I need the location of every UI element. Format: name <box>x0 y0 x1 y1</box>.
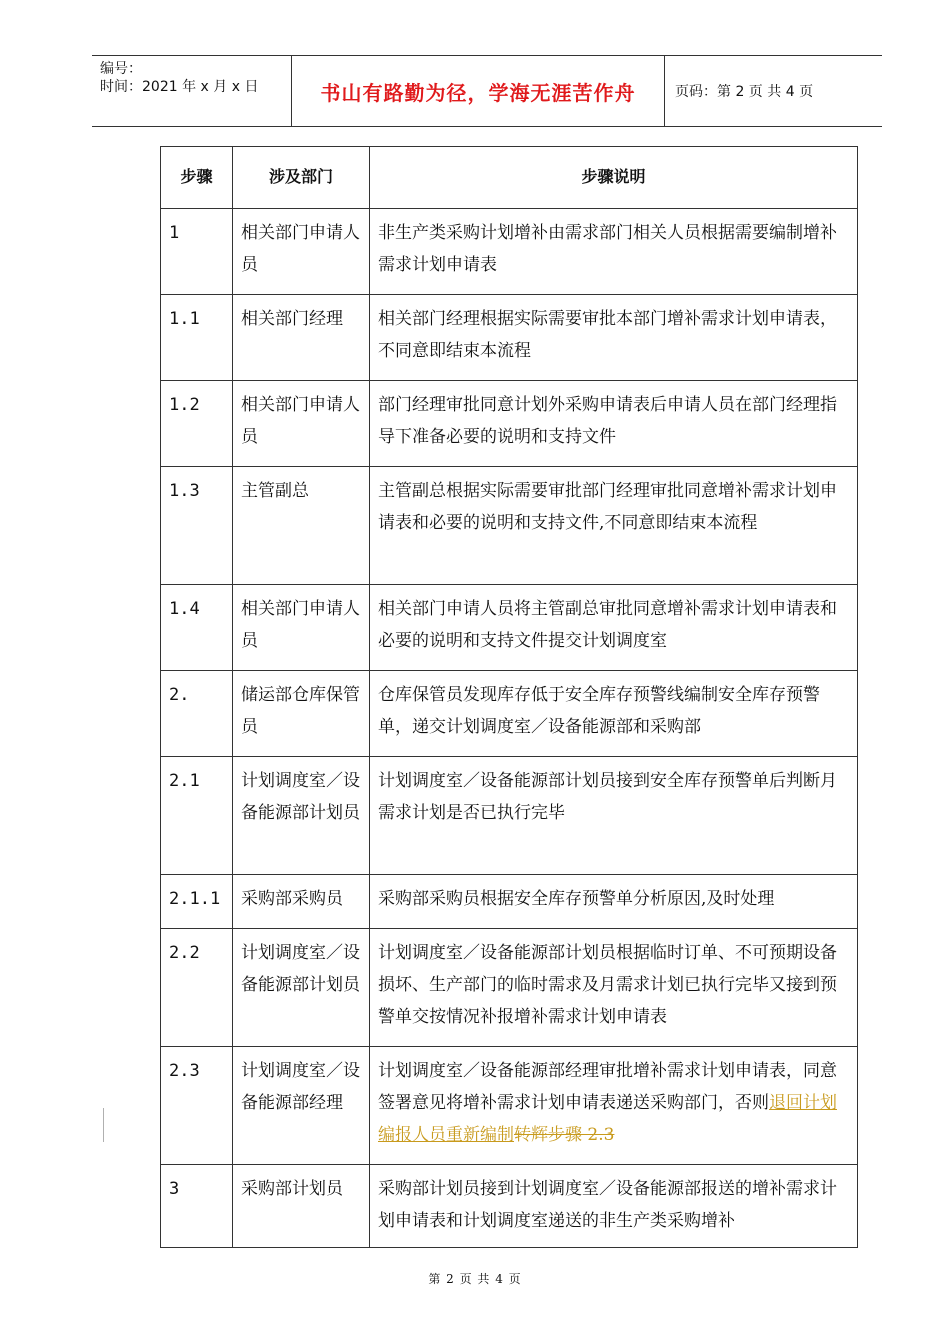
table-row <box>161 381 858 467</box>
table-row <box>161 585 858 671</box>
description-cell: 相关部门经理根据实际需要审批本部门增补需求计划申请表，不同意即结束本流程 <box>370 295 858 381</box>
column-header-step: 步骤 <box>161 147 233 209</box>
table-row <box>161 757 858 875</box>
column-header-department: 涉及部门 <box>233 147 370 209</box>
table-row <box>161 929 858 1047</box>
description-text: 计划调度室／设备能源部经理审批增补需求计划申请表，同意签署意见将增补需求计划申请表递送采购部门，否则 <box>378 1061 837 1113</box>
document-time-label: 时间：2021 年 x 月 x 日 <box>100 79 259 95</box>
step-cell: 1.2 <box>161 381 233 467</box>
department-cell: 相关部门申请人员 <box>233 209 370 295</box>
step-cell: 2.2 <box>161 929 233 1047</box>
step-cell: 2.3 <box>161 1047 233 1165</box>
process-steps-table <box>160 146 858 1248</box>
step-cell: 1.4 <box>161 585 233 671</box>
header-page-info: 页码：第 2 页 共 4 页 <box>675 84 814 100</box>
table-row <box>161 875 858 929</box>
table-row <box>161 467 858 585</box>
tracked-insertion-text: 退回计划编报人员重新编制 <box>378 1093 837 1145</box>
department-cell: 计划调度室／设备能源部经理 <box>233 1047 370 1165</box>
department-cell: 计划调度室／设备能源部计划员 <box>233 757 370 875</box>
description-cell: 主管副总根据实际需要审批部门经理审批同意增补需求计划申请表和必要的说明和支持文件,不同意即结束本流程 <box>370 467 858 585</box>
department-cell: 采购部采购员 <box>233 875 370 929</box>
table-row <box>161 1165 858 1248</box>
table-header-row <box>161 147 858 209</box>
description-cell: 计划调度室／设备能源部计划员根据临时订单、不可预期设备损坏、生产部门的临时需求及月需求计划已执行完毕又接到预警单交按情况补报增补需求计划申请表 <box>370 929 858 1047</box>
table-row <box>161 1047 858 1165</box>
step-cell: 2.1.1 <box>161 875 233 929</box>
table-row <box>161 671 858 757</box>
description-cell: 仓库保管员发现库存低于安全库存预警线编制安全库存预警单，递交计划调度室／设备能源部和采购部 <box>370 671 858 757</box>
tracked-deletion-text: 转辉步骤 2.3 <box>514 1125 615 1145</box>
step-cell: 2.1 <box>161 757 233 875</box>
step-cell: 1.1 <box>161 295 233 381</box>
column-header-description: 步骤说明 <box>370 147 858 209</box>
description-cell: 非生产类采购计划增补由需求部门相关人员根据需要编制增补需求计划申请表 <box>370 209 858 295</box>
step-cell: 1.3 <box>161 467 233 585</box>
description-cell: 计划调度室／设备能源部计划员接到安全库存预警单后判断月需求计划是否已执行完毕 <box>370 757 858 875</box>
department-cell: 采购部计划员 <box>233 1165 370 1248</box>
page-footer: 第 2 页 共 4 页 <box>428 1272 522 1286</box>
header-meta <box>92 56 292 126</box>
header-motto: 书山有路勤为径，学海无涯苦作舟 <box>292 56 665 126</box>
step-cell: 1 <box>161 209 233 295</box>
table-row <box>161 295 858 381</box>
revision-change-bar <box>103 1108 104 1142</box>
step-cell: 3 <box>161 1165 233 1248</box>
step-cell: 2. <box>161 671 233 757</box>
description-cell: 相关部门申请人员将主管副总审批同意增补需求计划申请表和必要的说明和支持文件提交计划调度室 <box>370 585 858 671</box>
table-row <box>161 209 858 295</box>
department-cell: 相关部门申请人员 <box>233 585 370 671</box>
description-cell: 部门经理审批同意计划外采购申请表后申请人员在部门经理指导下准备必要的说明和支持文件 <box>370 381 858 467</box>
department-cell: 储运部仓库保管员 <box>233 671 370 757</box>
page-header <box>92 55 882 127</box>
description-cell: 采购部采购员根据安全库存预警单分析原因,及时处理 <box>370 875 858 929</box>
department-cell: 相关部门申请人员 <box>233 381 370 467</box>
department-cell: 计划调度室／设备能源部计划员 <box>233 929 370 1047</box>
document-number-label: 编号： <box>100 61 142 77</box>
description-cell <box>370 1047 858 1165</box>
description-cell: 采购部计划员接到计划调度室／设备能源部报送的增补需求计划申请表和计划调度室递送的非生产类采购增补 <box>370 1165 858 1248</box>
department-cell: 相关部门经理 <box>233 295 370 381</box>
department-cell: 主管副总 <box>233 467 370 585</box>
